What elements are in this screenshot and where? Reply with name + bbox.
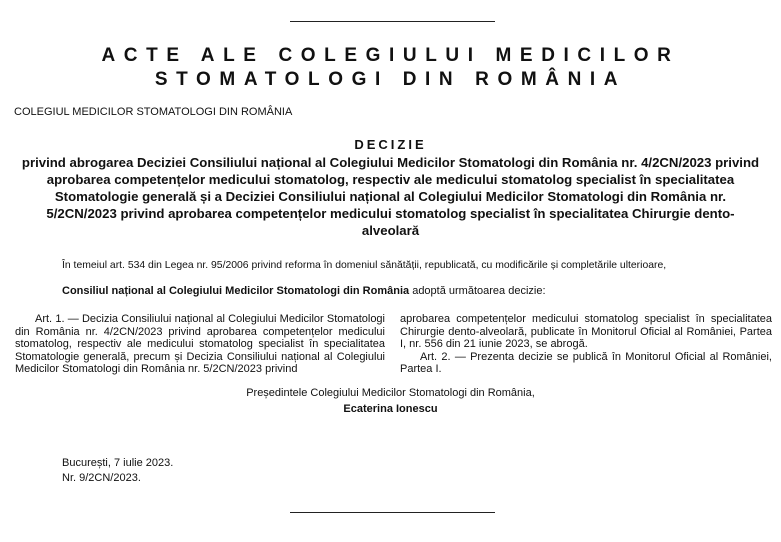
article-1-part-1: Art. 1. — Decizia Consiliului național al Colegiului Medicilor Stomatologi din România nr. 4/2CN/2023 privind aprobarea competențelor medicului stomatolog, respectiv ale medicului stomatolog specialist în specialitatea Stomatologie generală, precum și Decizia Consiliului național al Colegiului Medicilor Stomatologi din România nr. 5/2CN/2023 privind — [15, 313, 385, 376]
article-2: Art. 2. — Prezenta decizie se publică în Monitorul Oficial al României, Partea I. — [400, 350, 772, 376]
document-type: DECIZIE — [354, 137, 427, 152]
decision-number: Nr. 9/2CN/2023. — [62, 472, 141, 484]
adoption-text: adoptă următoarea decizie: — [409, 285, 546, 297]
document-subject: privind abrogarea Deciziei Consiliului național al Colegiului Medicilor Stomatologi din România nr. 4/2CN/2023 privind aprobarea competențelor medicului stomatolog, respectiv ale medicului stomatolog specialist în specialitatea Stomatologie generală și a Deciziei Consiliului național al Colegiului Medicilor Stomatologi din România nr. 5/2CN/2023 privind aprobarea competențelor medicului stomatolog specialist în specialitatea Chirurgie dento-alveolară — [21, 155, 760, 238]
section-title-line1: ACTE ALE COLEGIULUI MEDICILOR — [101, 45, 680, 66]
signer-name: Ecaterina Ionescu — [343, 403, 438, 415]
bottom-divider — [290, 512, 495, 513]
signer-role: Președintele Colegiului Medicilor Stomatologi din România, — [246, 387, 535, 399]
adoption-statement — [62, 285, 546, 297]
right-column — [400, 313, 772, 376]
issuer-name: COLEGIUL MEDICILOR STOMATOLOGI DIN ROMÂNIA — [14, 106, 293, 118]
place-and-date: București, 7 iulie 2023. — [62, 457, 174, 469]
top-divider — [290, 21, 495, 22]
legal-basis: În temeiul art. 534 din Legea nr. 95/2006 privind reforma în domeniul sănătății, republicată, cu modificările și completările ulterioare, — [62, 260, 667, 271]
adopting-body: Consiliul național al Colegiului Medicilor Stomatologi din România — [62, 285, 410, 297]
article-1-part-2: aprobarea competențelor medicului stomatolog specialist în specialitatea Chirurgie dento-alveolară, publicate în Monitorul Oficial al României, Partea I, nr. 556 din 21 iunie 2023, se abrogă. — [400, 313, 772, 351]
left-column — [15, 313, 385, 376]
section-title-line2: STOMATOLOGI DIN ROMÂNIA — [154, 69, 627, 90]
